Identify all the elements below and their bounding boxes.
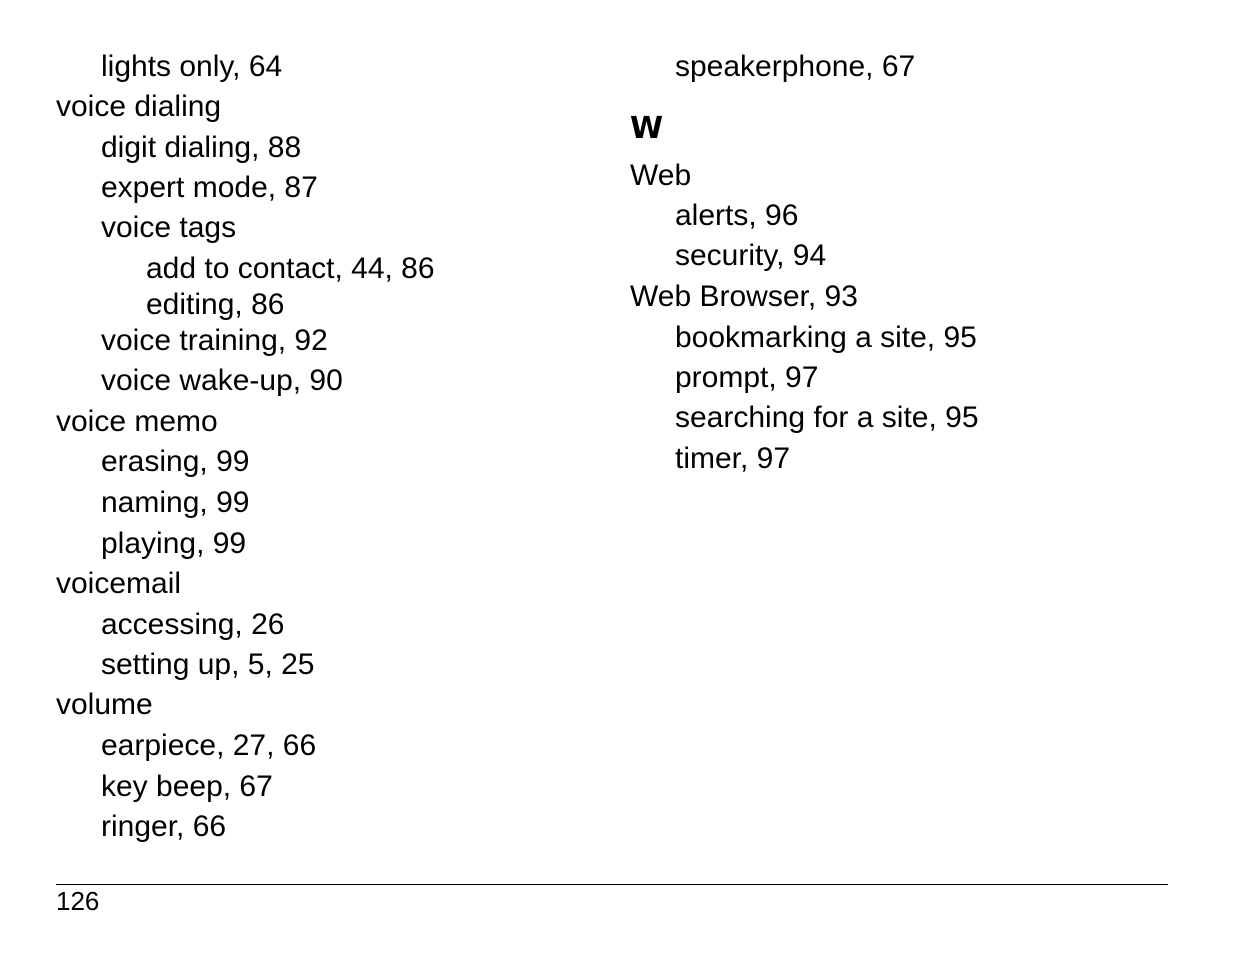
index-subentry: earpiece, 27, 66 (101, 729, 317, 762)
index-entry: voice memo (56, 405, 218, 438)
index-subentry: prompt, 97 (675, 361, 819, 394)
section-letter-heading: W (630, 111, 664, 146)
index-subentry: timer, 97 (675, 442, 791, 475)
index-subentry: speakerphone, 67 (675, 50, 916, 83)
index-subentry: accessing, 26 (101, 608, 285, 641)
index-subentry: voice wake-up, 90 (101, 364, 343, 397)
footer-divider (56, 884, 1168, 885)
index-subsubentry: add to contact, 44, 86 (146, 252, 435, 285)
index-subentry: key beep, 67 (101, 770, 273, 803)
index-entry: voicemail (56, 567, 182, 600)
index-subentry: setting up, 5, 25 (101, 648, 315, 681)
index-entry: Web Browser, 93 (630, 280, 858, 313)
index-subentry: ringer, 66 (101, 810, 227, 843)
index-subentry: erasing, 99 (101, 445, 250, 478)
page-number: 126 (56, 886, 100, 916)
index-subentry: expert mode, 87 (101, 171, 318, 204)
index-entry: Web (630, 159, 692, 192)
index-subentry: playing, 99 (101, 527, 247, 560)
index-entry: voice dialing (56, 90, 222, 123)
index-subentry: bookmarking a site, 95 (675, 321, 977, 354)
index-subentry: voice tags (101, 211, 237, 244)
index-subentry: security, 94 (675, 239, 827, 272)
index-subentry: voice training, 92 (101, 324, 328, 357)
index-subentry: naming, 99 (101, 486, 250, 519)
index-subentry: alerts, 96 (675, 199, 799, 232)
index-subsubentry: editing, 86 (146, 288, 285, 321)
index-subentry: searching for a site, 95 (675, 401, 979, 434)
index-entry: volume (56, 688, 153, 721)
index-subentry: lights only, 64 (101, 50, 283, 83)
index-subentry: digit dialing, 88 (101, 131, 302, 164)
